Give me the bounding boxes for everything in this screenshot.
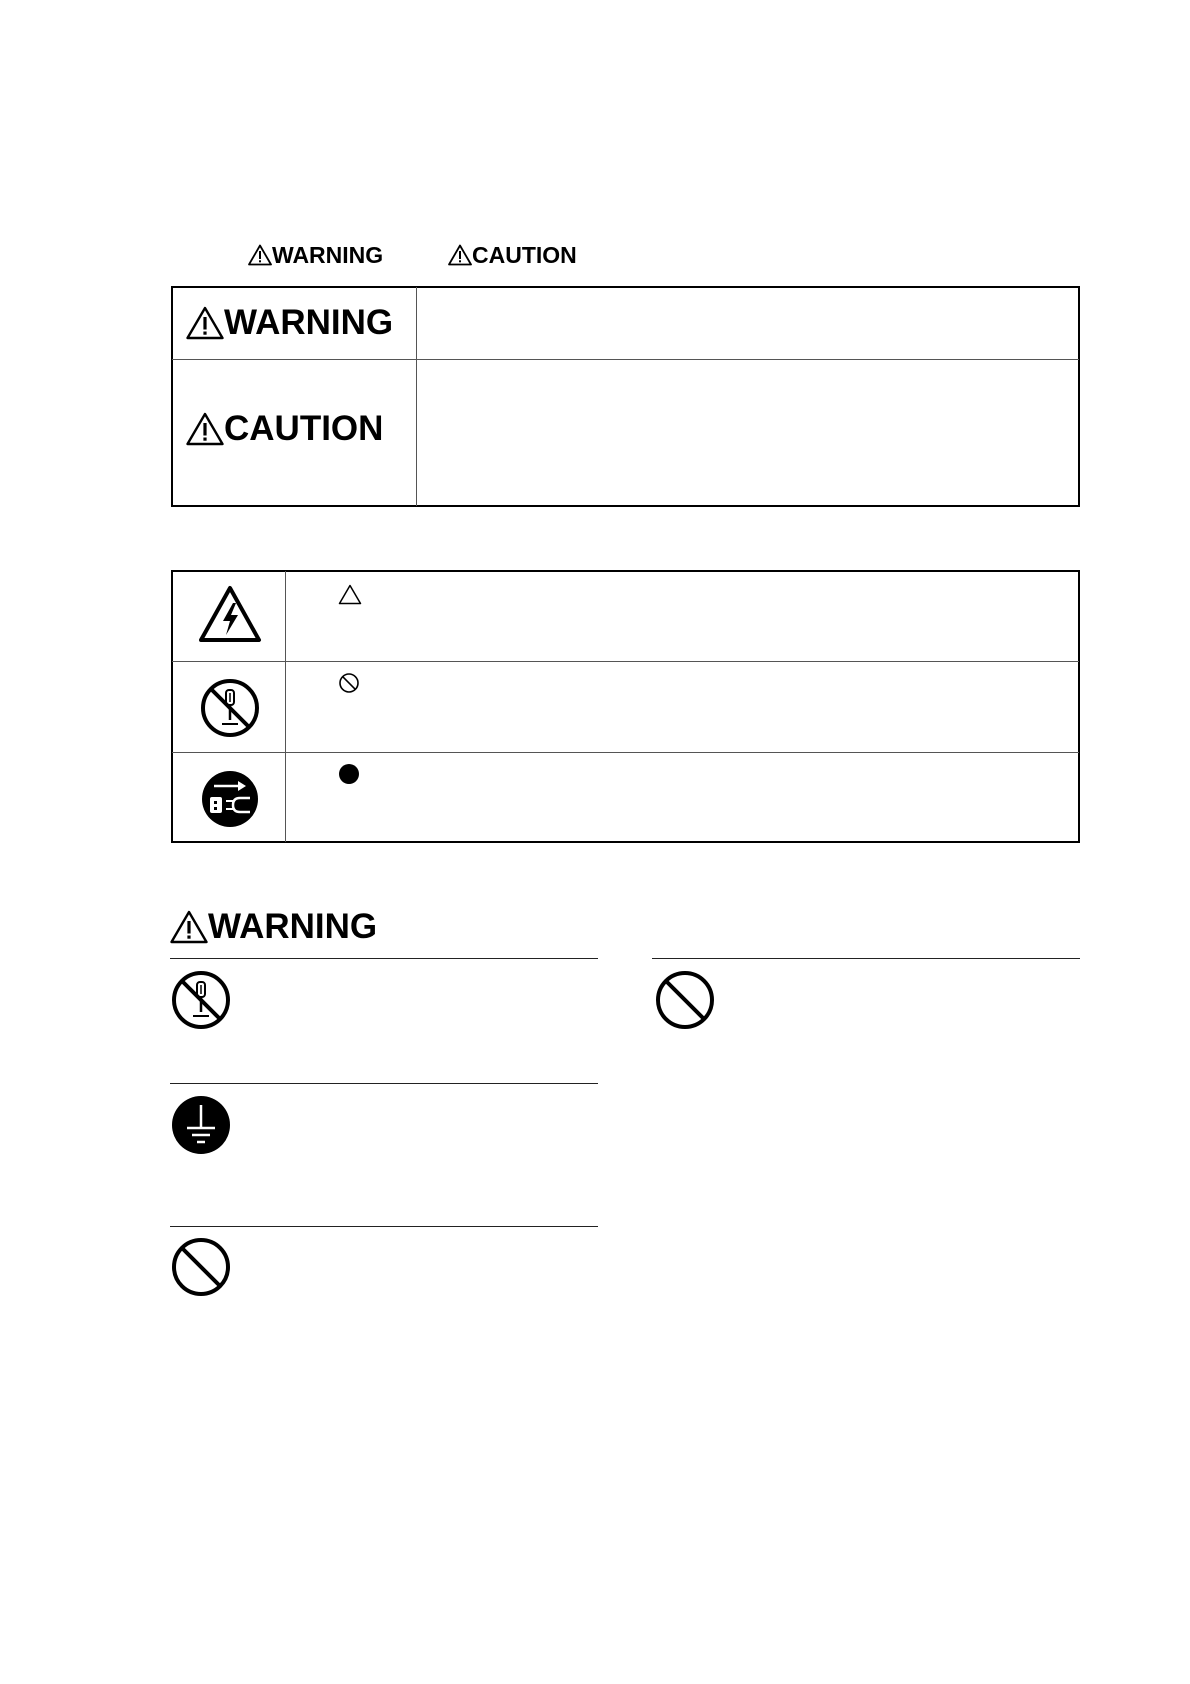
warning-triangle-icon (186, 306, 224, 340)
signal-table-warning-label (186, 303, 393, 343)
prohibited-icon (655, 970, 715, 1030)
electric-shock-warning-icon (198, 585, 262, 643)
signal-table-warning-text: WARNING (224, 303, 394, 342)
warning-triangle-icon (248, 244, 272, 266)
filled-circle-icon (338, 763, 360, 785)
legend-caution-text: CAUTION (472, 241, 577, 268)
no-disassembly-icon (200, 678, 260, 738)
warning-section-heading (170, 907, 377, 947)
warning-section-heading-text: WARNING (208, 907, 378, 946)
triangle-outline-icon (338, 584, 362, 605)
ground-connection-icon (171, 1095, 231, 1155)
legend-warning-text: WARNING (272, 241, 384, 268)
prohibited-icon (171, 1237, 231, 1297)
caution-triangle-icon (186, 412, 224, 446)
prohibition-circle-icon (338, 672, 360, 694)
no-disassembly-icon (171, 970, 231, 1030)
legend-warning-label (248, 240, 383, 270)
legend-caution-label (448, 240, 577, 270)
caution-triangle-icon (448, 244, 472, 266)
unplug-power-icon (200, 769, 260, 829)
signal-table-caution-label (186, 409, 383, 449)
signal-table-caution-text: CAUTION (224, 409, 384, 448)
warning-triangle-icon (170, 910, 208, 944)
